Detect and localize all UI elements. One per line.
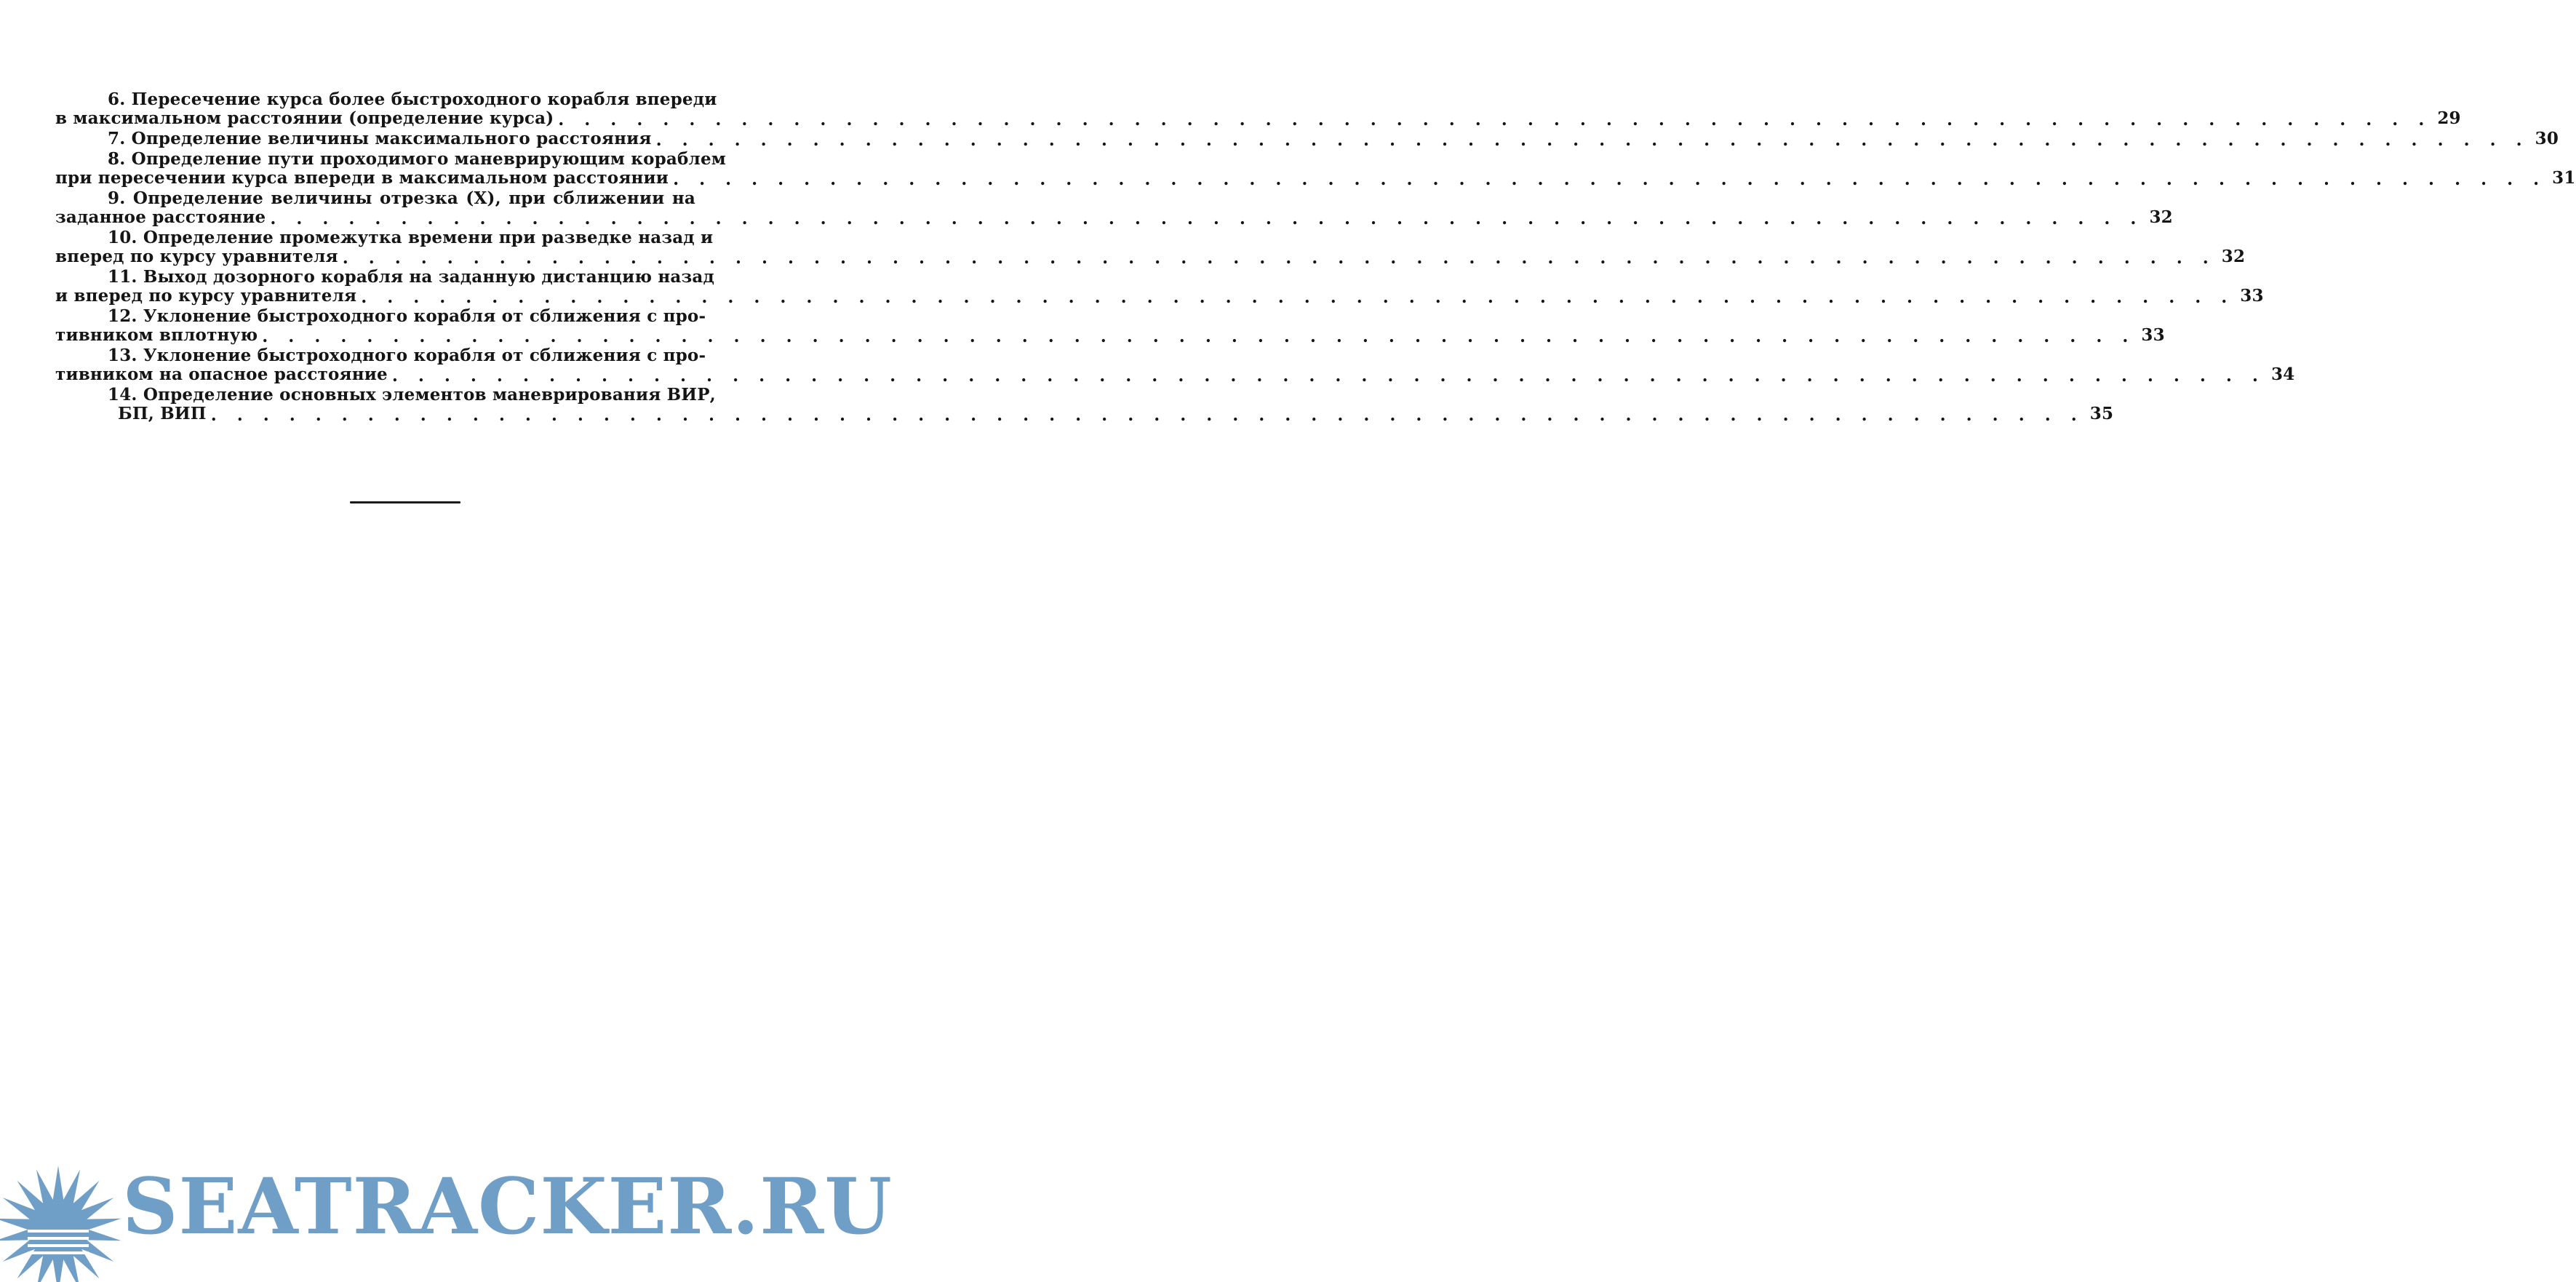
toc-entry-title: заданное расстояние [55,207,266,227]
toc-entry [55,129,2559,148]
leader-dots [392,367,2265,384]
toc-entry-title: 8. Определение пути проходимого маневрирующим кораблем [108,149,726,169]
section-divider [350,501,460,503]
page-number: 33 [2141,325,2165,345]
table-of-contents [55,89,2576,425]
toc-entry [55,385,2114,423]
sun-burst-icon [0,1166,122,1282]
leader-dots [673,171,2546,188]
page-number: 30 [2535,129,2559,148]
leader-dots [211,407,2084,423]
page-number: 29 [2437,108,2461,128]
toc-entry-title: при пересечении курса впереди в максимальном расстоянии [55,168,669,188]
toc-entry [55,89,2461,128]
page-number: 31 [2552,168,2576,188]
toc-entry-title: 11. Выход дозорного корабля на заданную дистанцию назад [108,267,715,287]
page-number: 32 [2149,207,2173,227]
toc-entry-title: 12. Уклонение быстроходного корабля от сближения с про- [108,306,706,326]
leader-dots [262,328,2135,345]
toc-entry-title: 14. Определение основных элементов маневрирования ВИР, [108,385,716,405]
leader-dots [270,210,2143,227]
toc-entry-title: в максимальном расстоянии (определение курса) [55,108,554,128]
page-number: 33 [2240,286,2264,306]
toc-entry-title: и вперед по курсу уравнителя [55,286,357,306]
leader-dots [361,289,2234,306]
leader-dots [558,111,2431,128]
leader-dots [656,132,2529,148]
page-number: 32 [2221,247,2246,266]
toc-entry [55,228,2246,266]
toc-entry-title: тивником на опасное расстояние [55,365,388,384]
toc-entry-title: 10. Определение промежутка времени при разведке назад и [108,228,714,247]
toc-entry-title: БП, ВИП [118,404,207,423]
watermark-text: SEATRACKER.RU [122,1160,893,1251]
toc-entry [55,267,2264,306]
toc-entry [55,188,2173,227]
toc-entry-title: 9. Определение величины отрезка (X), при сближении на [108,188,695,208]
leader-dots [343,250,2216,266]
toc-entry-title: 13. Уклонение быстроходного корабля от сближения с про- [108,346,706,365]
toc-entry [55,306,2165,345]
toc-entry-title: тивником вплотную [55,325,258,345]
toc-entry [55,346,2295,384]
page-number: 35 [2089,404,2114,423]
toc-entry [55,149,2576,188]
toc-entry-title: 6. Пересечение курса более быстроходного корабля впереди [108,89,717,109]
toc-entry-title: вперед по курсу уравнителя [55,247,338,266]
page-number: 34 [2270,365,2295,384]
toc-entry-title: 7. Определение величины максимального расстояния [108,129,652,148]
